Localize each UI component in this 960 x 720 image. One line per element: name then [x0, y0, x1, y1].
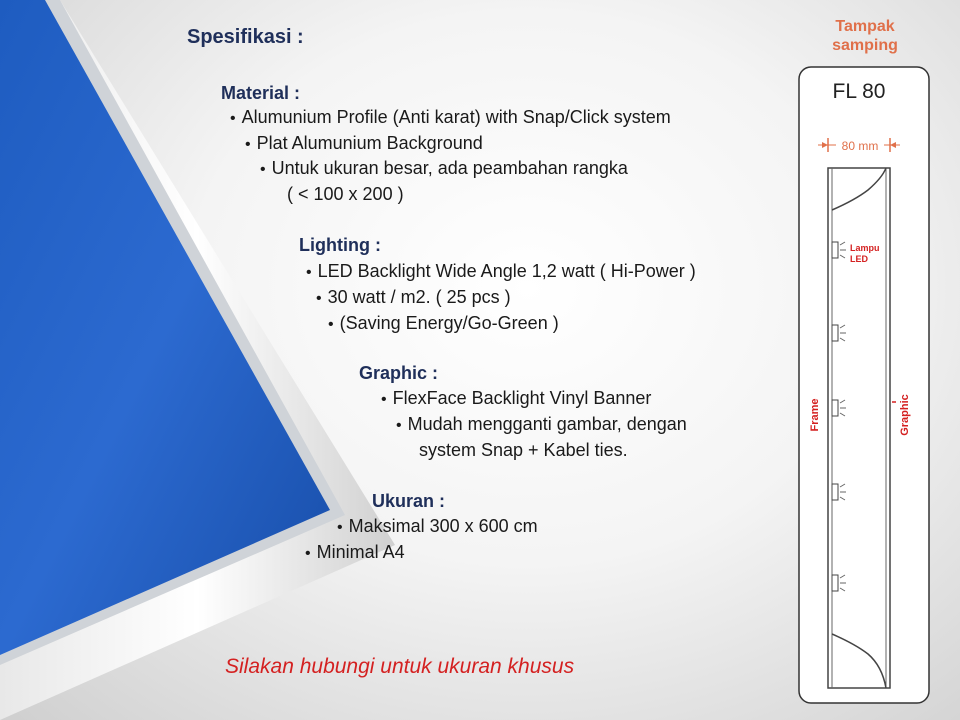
- lighting-item: • LED Backlight Wide Angle 1,2 watt ( Hi-Power ): [306, 261, 696, 281]
- bullet-icon: •: [337, 519, 343, 536]
- bullet-icon: •: [396, 417, 402, 434]
- material-item: • Untuk ukuran besar, ada peambahan rangka: [260, 158, 628, 178]
- bullet-icon: •: [305, 545, 311, 562]
- material-continuation: ( < 100 x 200 ): [287, 184, 404, 204]
- material-heading: Material :: [221, 83, 301, 103]
- graphic-item: • Mudah mengganti gambar, dengan: [396, 414, 687, 434]
- bullet-icon: •: [306, 264, 312, 281]
- bullet-icon: •: [381, 391, 387, 408]
- bullet-icon: •: [328, 316, 334, 333]
- graphic-label: Graphic: [899, 394, 911, 436]
- ukuran-item: • Minimal A4: [305, 542, 405, 562]
- ukuran-item: • Maksimal 300 x 600 cm: [337, 516, 538, 536]
- graphic-item: • FlexFace Backlight Vinyl Banner: [381, 388, 652, 408]
- side-view-diagram: [790, 60, 932, 705]
- frame-label: Frame: [809, 398, 821, 432]
- lamp-label: LED: [850, 254, 868, 264]
- material-item: • Plat Alumunium Background: [245, 133, 483, 153]
- bullet-icon: •: [316, 290, 322, 307]
- contact-note: Silakan hubungi untuk ukuran khusus: [225, 655, 575, 678]
- material-item: • Alumunium Profile (Anti karat) with Snap/Click system: [230, 107, 671, 127]
- side-view-title: Tampak samping: [832, 18, 898, 54]
- lamp-label: Lampu: [850, 243, 880, 253]
- model-label: FL 80: [832, 80, 886, 103]
- graphic-continuation: system Snap + Kabel ties.: [419, 440, 628, 460]
- lighting-item: • 30 watt / m2. ( 25 pcs ): [316, 287, 511, 307]
- diagram-card: [799, 67, 929, 703]
- ukuran-heading: Ukuran :: [372, 491, 446, 511]
- bullet-icon: •: [245, 136, 251, 153]
- bullet-icon: •: [260, 161, 266, 178]
- lighting-heading: Lighting :: [299, 235, 381, 255]
- bullet-icon: •: [230, 110, 236, 127]
- graphic-heading: Graphic :: [359, 363, 439, 383]
- lighting-item: • (Saving Energy/Go-Green ): [328, 313, 559, 333]
- page-title: Spesifikasi :: [187, 26, 304, 48]
- dimension-label: 80 mm: [841, 139, 879, 153]
